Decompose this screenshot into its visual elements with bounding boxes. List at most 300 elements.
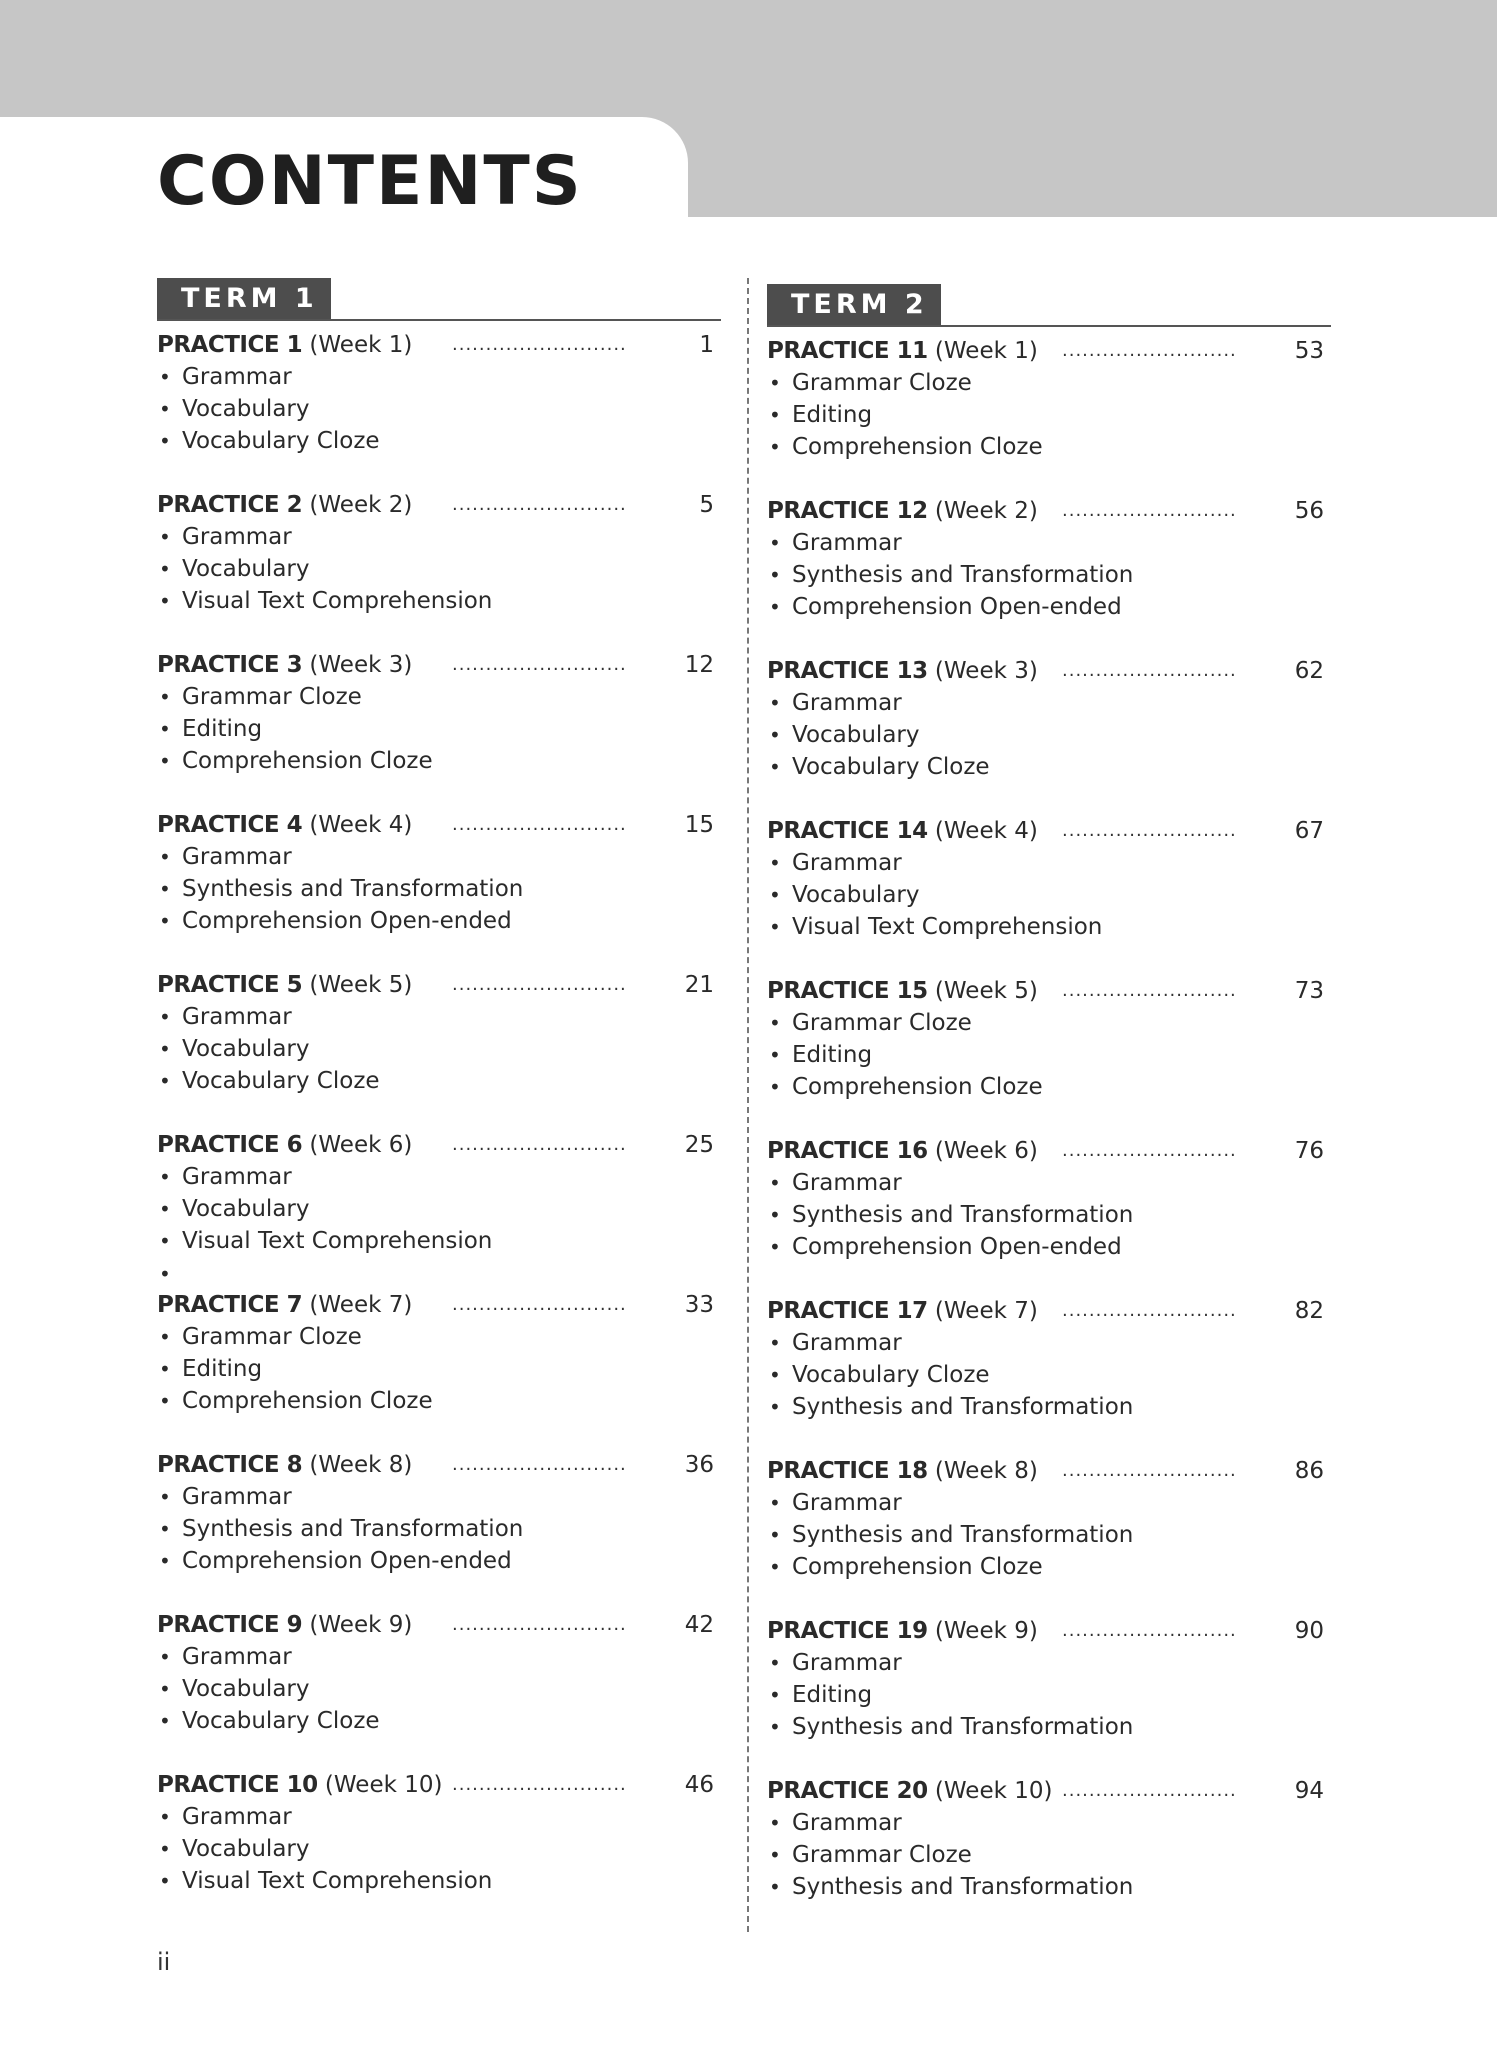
topic-item — [157, 681, 721, 713]
topic-label: Synthesis and Transformation — [182, 876, 524, 902]
bullet-icon: • — [159, 1005, 171, 1029]
bullet-icon: • — [769, 1043, 781, 1067]
toc-entry — [157, 1129, 721, 1289]
toc-entry — [157, 489, 721, 649]
topic-label: Synthesis and Transformation — [792, 562, 1134, 588]
page-reference: 5 — [699, 492, 714, 518]
topic-list — [767, 527, 1331, 623]
topic-item — [157, 1385, 721, 1417]
bullet-icon: • — [159, 1517, 171, 1541]
practice-name: PRACTICE 3 — [157, 652, 303, 678]
bullet-icon: • — [159, 397, 171, 421]
topic-label: Grammar — [792, 690, 902, 716]
practice-week: (Week 6) — [309, 1132, 413, 1158]
topic-list — [157, 521, 721, 617]
topic-item — [157, 1705, 721, 1737]
toc-entry — [767, 1135, 1331, 1295]
dot-leader: .......................... — [452, 974, 627, 995]
bullet-icon: • — [769, 563, 781, 587]
toc-entry-heading[interactable] — [767, 1295, 1331, 1327]
page-reference: 94 — [1294, 1778, 1324, 1804]
term-label: TERM 2 — [767, 284, 941, 325]
practice-week: (Week 3) — [934, 658, 1038, 684]
topic-label: Grammar — [182, 1004, 292, 1030]
topic-label: Visual Text Comprehension — [182, 1868, 493, 1894]
topic-item — [767, 1679, 1331, 1711]
bullet-icon: • — [159, 365, 171, 389]
practice-week: (Week 7) — [309, 1292, 413, 1318]
practice-name: PRACTICE 15 — [767, 978, 928, 1004]
toc-entry-heading[interactable] — [157, 329, 721, 361]
topic-label: Vocabulary Cloze — [182, 1708, 380, 1734]
toc-entry-heading[interactable] — [767, 975, 1331, 1007]
term-1-column — [157, 278, 721, 1929]
toc-entry-heading[interactable] — [767, 815, 1331, 847]
practice-name: PRACTICE 16 — [767, 1138, 928, 1164]
topic-label: Grammar — [792, 1330, 902, 1356]
page-reference: 53 — [1294, 338, 1324, 364]
practice-week: (Week 10) — [934, 1778, 1053, 1804]
topic-item — [157, 1321, 721, 1353]
practice-name: PRACTICE 14 — [767, 818, 928, 844]
bullet-icon: • — [769, 915, 781, 939]
toc-entry-heading[interactable] — [157, 1609, 721, 1641]
practice-name: PRACTICE 11 — [767, 338, 928, 364]
topic-label: Grammar — [182, 844, 292, 870]
page-reference: 33 — [684, 1292, 714, 1318]
practice-week: (Week 2) — [309, 492, 413, 518]
practice-name: PRACTICE 18 — [767, 1458, 928, 1484]
practice-name: PRACTICE 19 — [767, 1618, 928, 1644]
topic-item — [767, 847, 1331, 879]
topic-item — [767, 719, 1331, 751]
page-title: CONTENTS — [157, 142, 583, 221]
bullet-icon: • — [769, 531, 781, 555]
bullet-icon: • — [159, 717, 171, 741]
toc-entry — [767, 1615, 1331, 1775]
bullet-icon: • — [159, 1325, 171, 1349]
toc-entry-heading[interactable] — [767, 1135, 1331, 1167]
toc-entry-heading[interactable] — [157, 809, 721, 841]
bullet-icon: • — [769, 1011, 781, 1035]
topic-label: Vocabulary — [182, 556, 310, 582]
bullet-icon: • — [769, 1203, 781, 1227]
bullet-icon: • — [159, 685, 171, 709]
topic-item — [767, 1807, 1331, 1839]
practice-name: PRACTICE 9 — [157, 1612, 303, 1638]
topic-list — [157, 1801, 721, 1897]
bullet-icon: • — [769, 1235, 781, 1259]
topic-label: Vocabulary — [182, 1676, 310, 1702]
page-reference: 73 — [1294, 978, 1324, 1004]
page-reference: 90 — [1294, 1618, 1324, 1644]
topic-label: Visual Text Comprehension — [182, 588, 493, 614]
topic-label: Grammar Cloze — [792, 1842, 972, 1868]
bullet-icon: • — [159, 1197, 171, 1221]
topic-item — [157, 1673, 721, 1705]
page-reference: 82 — [1294, 1298, 1324, 1324]
practice-name: PRACTICE 13 — [767, 658, 928, 684]
toc-entry — [767, 975, 1331, 1135]
practice-name: PRACTICE 1 — [157, 332, 303, 358]
page-reference: 21 — [684, 972, 714, 998]
topic-item — [767, 559, 1331, 591]
topic-label: Vocabulary — [182, 396, 310, 422]
dot-leader: .......................... — [1062, 980, 1237, 1001]
toc-entry — [157, 1289, 721, 1449]
toc-entry — [767, 495, 1331, 655]
topic-label: Grammar — [182, 1804, 292, 1830]
dot-leader: .......................... — [1062, 820, 1237, 841]
bullet-icon: • — [769, 403, 781, 427]
topic-item — [157, 521, 721, 553]
dot-leader: .......................... — [1062, 340, 1237, 361]
topic-label: Vocabulary — [182, 1836, 310, 1862]
page-reference: 56 — [1294, 498, 1324, 524]
practice-week: (Week 8) — [309, 1452, 413, 1478]
toc-entry-heading[interactable] — [767, 655, 1331, 687]
topic-list — [157, 361, 721, 457]
dot-leader: .......................... — [1062, 660, 1237, 681]
toc-entry — [767, 1775, 1331, 1935]
topic-item — [767, 911, 1331, 943]
practice-name: PRACTICE 10 — [157, 1772, 318, 1798]
topic-item — [767, 431, 1331, 463]
toc-entry-heading[interactable] — [767, 1775, 1331, 1807]
toc-entry — [767, 1295, 1331, 1455]
toc-entry-heading[interactable] — [767, 1615, 1331, 1647]
toc-entry — [157, 329, 721, 489]
topic-label: Grammar — [182, 1644, 292, 1670]
bullet-icon: • — [769, 1171, 781, 1195]
topic-label: Vocabulary Cloze — [792, 1362, 990, 1388]
topic-list — [157, 1641, 721, 1737]
practice-name: PRACTICE 12 — [767, 498, 928, 524]
topic-label: Grammar — [182, 1164, 292, 1190]
dot-leader: .......................... — [1062, 1780, 1237, 1801]
topic-item — [767, 1711, 1331, 1743]
topic-item — [767, 1039, 1331, 1071]
page-reference: 36 — [684, 1452, 714, 1478]
topic-list — [767, 1487, 1331, 1583]
bullet-icon: • — [159, 877, 171, 901]
practice-week: (Week 5) — [309, 972, 413, 998]
topic-item — [157, 1161, 721, 1193]
topic-item — [767, 1487, 1331, 1519]
topic-item — [157, 1481, 721, 1513]
bullet-icon: • — [159, 1837, 171, 1861]
bullet-icon: • — [159, 845, 171, 869]
bullet-icon: • — [159, 1037, 171, 1061]
topic-item — [157, 1225, 721, 1257]
bullet-icon: • — [769, 883, 781, 907]
topic-item — [767, 687, 1331, 719]
topic-label: Grammar — [792, 1170, 902, 1196]
topic-list — [157, 681, 721, 777]
topic-label: Vocabulary — [792, 882, 920, 908]
topic-label: Vocabulary Cloze — [182, 428, 380, 454]
bullet-icon: • — [159, 1677, 171, 1701]
toc-entry — [157, 969, 721, 1129]
topic-label: Vocabulary — [182, 1036, 310, 1062]
bullet-icon: • — [159, 1069, 171, 1093]
topic-label: Grammar — [792, 1490, 902, 1516]
bullet-icon: • — [159, 909, 171, 933]
topic-item — [157, 1001, 721, 1033]
practice-week: (Week 9) — [934, 1618, 1038, 1644]
practice-week: (Week 7) — [934, 1298, 1038, 1324]
topic-list — [767, 1807, 1331, 1903]
bullet-icon: • — [769, 755, 781, 779]
topic-list — [767, 847, 1331, 943]
topic-label: Synthesis and Transformation — [792, 1202, 1134, 1228]
topic-label: Comprehension Cloze — [182, 748, 433, 774]
bullet-icon: • — [159, 429, 171, 453]
topic-item — [157, 1353, 721, 1385]
topic-label: Vocabulary Cloze — [182, 1068, 380, 1094]
practice-name: PRACTICE 17 — [767, 1298, 928, 1324]
toc-entry — [157, 1609, 721, 1769]
topic-label: Grammar Cloze — [182, 1324, 362, 1350]
topic-item — [157, 841, 721, 873]
bullet-icon: • — [769, 1395, 781, 1419]
practice-name: PRACTICE 7 — [157, 1292, 303, 1318]
page-reference: 62 — [1294, 658, 1324, 684]
topic-item — [767, 1647, 1331, 1679]
bullet-icon: • — [159, 1389, 171, 1413]
toc-entry-heading[interactable] — [157, 969, 721, 1001]
practice-name: PRACTICE 2 — [157, 492, 303, 518]
toc-entry — [767, 1455, 1331, 1615]
toc-entry-heading[interactable] — [157, 1289, 721, 1321]
topic-label: Comprehension Cloze — [182, 1388, 433, 1414]
toc-entry-heading[interactable] — [157, 649, 721, 681]
topic-item — [157, 745, 721, 777]
topic-item — [767, 751, 1331, 783]
practice-week: (Week 4) — [309, 812, 413, 838]
topic-item — [157, 713, 721, 745]
topic-label: Comprehension Cloze — [792, 434, 1043, 460]
toc-entry — [767, 655, 1331, 815]
topic-list — [157, 1001, 721, 1097]
topic-label: Visual Text Comprehension — [792, 914, 1103, 940]
page-reference: 42 — [684, 1612, 714, 1638]
topic-list — [767, 1167, 1331, 1263]
topic-label: Grammar — [792, 1650, 902, 1676]
page-reference: 86 — [1294, 1458, 1324, 1484]
bullet-icon: • — [159, 1645, 171, 1669]
page-reference: 67 — [1294, 818, 1324, 844]
topic-item — [767, 1839, 1331, 1871]
practice-week: (Week 5) — [934, 978, 1038, 1004]
bullet-icon: • — [769, 371, 781, 395]
topic-item — [767, 1391, 1331, 1423]
bullet-icon: • — [769, 435, 781, 459]
topic-item — [157, 361, 721, 393]
topic-item — [157, 585, 721, 617]
topic-item — [157, 1801, 721, 1833]
practice-week: (Week 10) — [324, 1772, 443, 1798]
topic-item — [767, 1359, 1331, 1391]
toc-entry — [767, 815, 1331, 975]
practice-week: (Week 4) — [934, 818, 1038, 844]
topic-list — [157, 1161, 721, 1257]
topic-label: Visual Text Comprehension — [182, 1228, 493, 1254]
term-label: TERM 1 — [157, 278, 331, 319]
page-reference: 1 — [699, 332, 714, 358]
practice-name: PRACTICE 6 — [157, 1132, 303, 1158]
dot-leader: .......................... — [1062, 500, 1237, 521]
page-reference: 25 — [684, 1132, 714, 1158]
practice-name: PRACTICE 20 — [767, 1778, 928, 1804]
page-reference: 46 — [684, 1772, 714, 1798]
topic-list — [157, 1481, 721, 1577]
topic-item — [157, 425, 721, 457]
topic-item — [767, 1071, 1331, 1103]
bullet-icon: • — [769, 851, 781, 875]
bullet-icon: • — [769, 1555, 781, 1579]
practice-name: PRACTICE 4 — [157, 812, 303, 838]
bullet-icon: • — [769, 1875, 781, 1899]
bullet-icon: • — [159, 1165, 171, 1189]
practice-week: (Week 9) — [309, 1612, 413, 1638]
practice-week: (Week 6) — [934, 1138, 1038, 1164]
topic-label: Grammar — [792, 850, 902, 876]
bullet-icon: • — [159, 1709, 171, 1733]
topic-item — [767, 1167, 1331, 1199]
page-reference: 12 — [684, 652, 714, 678]
topic-label: Grammar Cloze — [792, 1010, 972, 1036]
bullet-icon: • — [769, 723, 781, 747]
bullet-icon: • — [159, 589, 171, 613]
topic-item — [157, 873, 721, 905]
topic-item — [767, 1871, 1331, 1903]
practice-week: (Week 2) — [934, 498, 1038, 524]
term-1-entries — [157, 329, 721, 1929]
dot-leader: .......................... — [452, 1614, 627, 1635]
topic-list — [767, 367, 1331, 463]
practice-week: (Week 1) — [934, 338, 1038, 364]
topic-item — [767, 399, 1331, 431]
bullet-icon: • — [159, 749, 171, 773]
practice-week: (Week 8) — [934, 1458, 1038, 1484]
column-divider — [747, 278, 749, 1932]
topic-item — [157, 393, 721, 425]
dot-leader: .......................... — [452, 1134, 627, 1155]
topic-label: Synthesis and Transformation — [182, 1516, 524, 1542]
topic-label: Comprehension Open-ended — [792, 1234, 1122, 1260]
topic-label: Grammar — [182, 1484, 292, 1510]
topic-label: Comprehension Open-ended — [182, 908, 512, 934]
topic-label: Comprehension Cloze — [792, 1074, 1043, 1100]
topic-label: Editing — [792, 1682, 873, 1708]
dot-leader: .......................... — [1062, 1620, 1237, 1641]
dot-leader: .......................... — [1062, 1140, 1237, 1161]
topic-label: Grammar Cloze — [792, 370, 972, 396]
topic-label: Vocabulary Cloze — [792, 754, 990, 780]
bullet-icon: • — [769, 691, 781, 715]
practice-week: (Week 3) — [309, 652, 413, 678]
dot-leader: .......................... — [452, 334, 627, 355]
topic-item — [767, 1231, 1331, 1263]
practice-name: PRACTICE 8 — [157, 1452, 303, 1478]
toc-entry-heading[interactable] — [767, 335, 1331, 367]
bullet-icon: • — [769, 1683, 781, 1707]
topic-item — [767, 1551, 1331, 1583]
topic-label: Synthesis and Transformation — [792, 1874, 1134, 1900]
topic-label: Editing — [182, 716, 263, 742]
bullet-icon: • — [769, 1523, 781, 1547]
bullet-icon: • — [159, 1229, 171, 1253]
topic-label: Grammar Cloze — [182, 684, 362, 710]
topic-item — [767, 591, 1331, 623]
term-2-column — [767, 284, 1331, 1935]
topic-list — [767, 687, 1331, 783]
topic-item — [767, 1199, 1331, 1231]
topic-item — [767, 367, 1331, 399]
topic-label: Comprehension Cloze — [792, 1554, 1043, 1580]
topic-label: Grammar — [792, 530, 902, 556]
topic-label: Editing — [182, 1356, 263, 1382]
topic-item — [767, 1519, 1331, 1551]
bullet-icon: • — [159, 1869, 171, 1893]
bullet-icon: • — [769, 1331, 781, 1355]
toc-entry-heading[interactable] — [157, 1129, 721, 1161]
bullet-icon: • — [159, 1805, 171, 1829]
stray-bullet: • — [159, 1262, 171, 1286]
bullet-icon: • — [159, 1485, 171, 1509]
dot-leader: .......................... — [452, 1774, 627, 1795]
dot-leader: .......................... — [452, 654, 627, 675]
page-number: ii — [157, 1948, 171, 1976]
topic-label: Synthesis and Transformation — [792, 1714, 1134, 1740]
topic-label: Vocabulary — [792, 722, 920, 748]
toc-entry — [157, 809, 721, 969]
toc-entry-heading[interactable] — [157, 1769, 721, 1801]
bullet-icon: • — [769, 1843, 781, 1867]
term-2-entries — [767, 335, 1331, 1935]
topic-item — [767, 1007, 1331, 1039]
topic-item — [157, 1193, 721, 1225]
topic-item — [157, 1545, 721, 1577]
topic-item — [157, 1833, 721, 1865]
topic-list — [767, 1007, 1331, 1103]
topic-list — [767, 1327, 1331, 1423]
topic-list — [767, 1647, 1331, 1743]
topic-label: Synthesis and Transformation — [792, 1394, 1134, 1420]
dot-leader: .......................... — [452, 1294, 627, 1315]
topic-item — [157, 1513, 721, 1545]
topic-item — [157, 553, 721, 585]
topic-list — [157, 1321, 721, 1417]
toc-entry-heading[interactable] — [767, 495, 1331, 527]
term-header — [157, 278, 721, 321]
practice-name: PRACTICE 5 — [157, 972, 303, 998]
topic-item — [157, 1641, 721, 1673]
term-header — [767, 284, 1331, 327]
bullet-icon: • — [159, 1549, 171, 1573]
toc-entry-heading[interactable] — [767, 1455, 1331, 1487]
bullet-icon: • — [769, 1075, 781, 1099]
topic-label: Grammar — [182, 364, 292, 390]
toc-entry-heading[interactable] — [157, 489, 721, 521]
topic-list — [157, 841, 721, 937]
topic-label: Comprehension Open-ended — [792, 594, 1122, 620]
toc-entry — [767, 335, 1331, 495]
toc-entry-heading[interactable] — [157, 1449, 721, 1481]
bullet-icon: • — [769, 1715, 781, 1739]
topic-label: Grammar — [792, 1810, 902, 1836]
